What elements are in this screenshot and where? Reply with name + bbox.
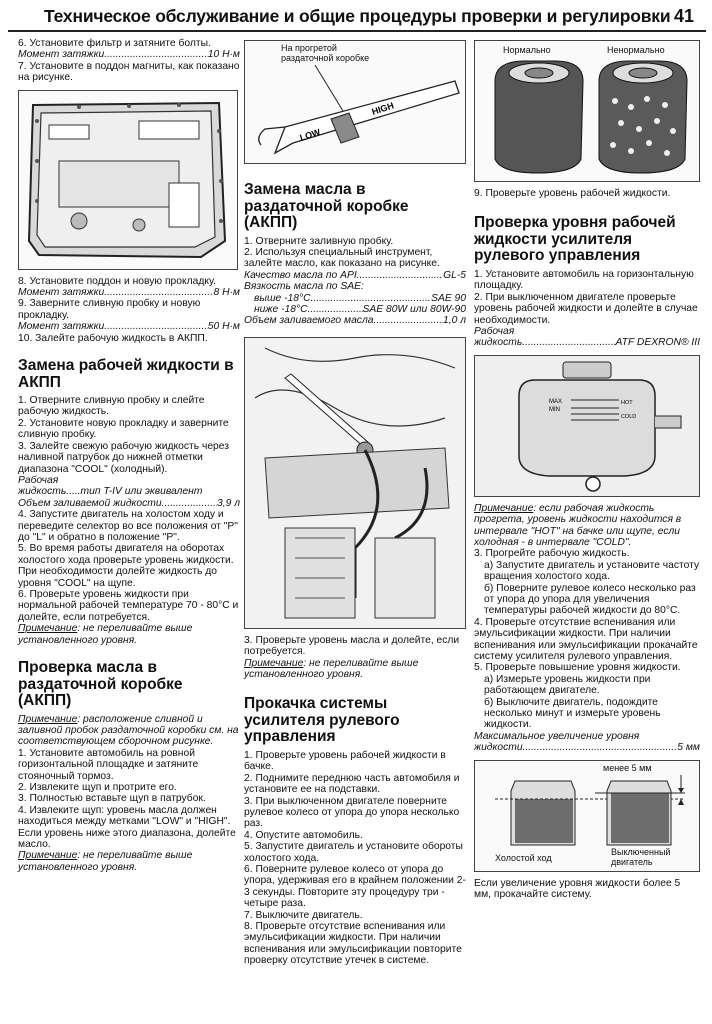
abnormal-label: Ненормально [607, 45, 665, 55]
dipstick-high-mark: HIGH [370, 100, 396, 117]
page-number: 41 [674, 6, 695, 26]
heading-ps-bleed: Прокачка системы усилителя рулевого управления [244, 695, 400, 746]
bleed-step-7: 7. Выключите двигатель. [244, 909, 363, 921]
oil-pan-figure [18, 90, 238, 270]
page-title: Техническое обслуживание и общие процедуры проверки и регулировки [44, 6, 671, 26]
atf-step-2: 2. Установите новую прокладку и заверните сливную пробку. [18, 417, 229, 441]
column-left [18, 38, 240, 873]
ps-final: Если увеличение уровня жидкости более 5 мм, прокачайте систему. [474, 877, 681, 901]
api-spec [244, 270, 466, 281]
volume-spec [18, 498, 240, 509]
torque-value: 50 Н·м [207, 321, 240, 333]
note-label: Примечание [244, 657, 304, 669]
ps-step-1: 1. Установите автомобиль на горизонтальную площадку. [474, 268, 694, 292]
header-divider [8, 30, 706, 32]
fluid-label: Рабочая [18, 474, 59, 486]
note-label: Примечание [474, 502, 534, 514]
transfer-step-3: 3. Полностью вставьте щуп в патрубок. [18, 793, 206, 805]
torque-value: 8 Н·м [213, 287, 240, 299]
vol-value: 1,0 л [443, 315, 466, 327]
tank-hot-mark: HOT [621, 399, 633, 406]
atf-note [18, 623, 240, 646]
step-10: 10. Залейте рабочую жидкость в АКПП. [18, 332, 208, 344]
ps-step-3b: б) Поверните рулевое колесо несколько раз от упора до упора для увеличения температуры рабочей жидкости до 80°C. [484, 582, 696, 617]
ps-fluid-key: жидкость [474, 337, 523, 349]
fluid-key: жидкость..... [18, 486, 81, 498]
sae-label: Вязкость масла по SAE: [244, 281, 364, 293]
max-increase-label: Максимальное увеличение уровня [474, 730, 640, 742]
note-label: Примечание [18, 850, 78, 862]
tank-min-mark: MIN [549, 406, 560, 413]
torque-spec-3 [18, 321, 240, 332]
transfer-note [18, 714, 240, 748]
bleed-step-3: 3. При выключенном двигателе поверните рулевое колесо от упора до упора несколько раз. [244, 795, 460, 830]
fluid-condition-figure [474, 40, 700, 182]
step-8: 8. Установите поддон и новую прокладку. [18, 275, 216, 287]
oil-volume-spec [244, 315, 466, 326]
replace-step-1: 1. Отверните заливную пробку. [244, 235, 394, 247]
volume-label: Объем заливаемой жидкости [18, 497, 162, 509]
ps-fluid-value: ATF DEXRON® III [615, 337, 700, 349]
bleed-step-6: 6. Поверните рулевое колесо от упора до упора, удерживая его в крайнем положении 2-3 секунды. Повторите эту процедуру три - четыре раза. [244, 863, 466, 910]
torque-spec-1 [18, 49, 240, 60]
less-than-label: менее 5 мм [603, 762, 652, 773]
sae-key: выше -18°C [254, 292, 311, 304]
heading-atf-replace: Замена рабочей жидкости в АКПП [18, 357, 234, 391]
ps-note [474, 503, 700, 549]
step-9: 9. Заверните сливную пробку и новую прокладку. [18, 298, 201, 321]
note-text: : не переливайте выше установленного уровня. [18, 623, 193, 646]
torque-value: 10 Н·м [207, 49, 240, 61]
fluid-value: тип T-IV или эквивалент [80, 486, 203, 498]
tank-max-mark: MAX [549, 398, 563, 405]
ps-fluid-spec [474, 337, 700, 348]
torque-label: Момент затяжки [18, 287, 105, 299]
replace-note [244, 658, 466, 681]
torque-label: Момент затяжки [18, 321, 105, 333]
ps-step-3: 3. Прогрейте рабочую жидкость. [474, 548, 630, 560]
atf-step-6: 6. Проверьте уровень жидкости при нормальной рабочей температуре 70 - 80°C и долейте, если потребуется. [18, 588, 239, 623]
atf-step-3: 3. Залейте свежую рабочую жидкость через наливной патрубок до нижней отметки диапазона "COOL" (холодный). [18, 440, 229, 475]
transfer-step-2: 2. Извлеките щуп и протрите его. [18, 781, 177, 793]
api-value: GL-5 [443, 269, 466, 281]
dipstick-figure [244, 40, 466, 164]
column-middle [244, 40, 466, 967]
bleed-step-2: 2. Поднимите переднюю часть автомобиля и установите ее на подставки. [244, 772, 460, 796]
transfer-step-1: 1. Установите автомобиль на ровной горизонтальной площадке и затяните стояночный тормоз. [18, 747, 199, 782]
max-increase-spec [474, 742, 700, 753]
note-label: Примечание [18, 623, 78, 635]
torque-label: Момент затяжки [18, 49, 105, 61]
idle-label: Холостой ход [495, 852, 552, 863]
sae-key: ниже -18°C [254, 303, 308, 315]
atf-step-5: 5. Во время работы двигателя на оборотах холостого хода проверьте уровень жидкости. При необходимости долейте жидкость до уровня "COOL" на щупе. [18, 543, 234, 589]
heading-ps-check: Проверка уровня рабочей жидкости усилителя рулевого управления [474, 214, 676, 265]
transfer-case-figure [244, 337, 466, 629]
note-text: : не переливайте выше установленного уровня. [244, 657, 419, 680]
bleed-step-1: 1. Проверьте уровень рабочей жидкости в бачке. [244, 749, 446, 773]
ps-step-3a: а) Запустите двигатель и установите частоту вращения холостого хода. [484, 559, 700, 583]
atf-step-4: 4. Запустите двигатель на холостом ходу и переведите селектор во все положения от "P" до "L" и обратно в положение "P". [18, 509, 238, 543]
transfer-step-4: 4. Извлеките щуп: уровень масла должен находиться между метками "LOW" и "HIGH". [18, 804, 231, 828]
note-text: : расположение сливной и заливной пробок раздаточной коробки см. на соответствующем сборочном рисунке. [18, 713, 239, 748]
max-key: жидкости [474, 742, 523, 754]
transfer-note-2 [18, 850, 240, 873]
ps-fluid-label: Рабочая [474, 325, 515, 337]
reservoir-figure [474, 355, 700, 497]
replace-step-3: 3. Проверьте уровень масла и долейте, если потребуется. [244, 634, 460, 658]
step-7: 7. Установите в поддон магниты, как показано на рисунке. [18, 60, 240, 84]
step-6: 6. Установите фильтр и затяните болты. [18, 38, 211, 49]
ps-step-5a: а) Измерьте уровень жидкости при работающем двигателе. [484, 673, 651, 697]
api-label: Качество масла по API [244, 269, 357, 281]
note-label: Примечание [18, 713, 78, 725]
heading-transfer-replace: Замена масла в раздаточной коробке (АКПП) [244, 181, 409, 231]
note-text: : если рабочая жидкость прогрета, уровень жидкости находится в интервале "HOT" на бачке или щупе, если холодная - в интервале "COLD". [474, 502, 682, 548]
heading-transfer-check: Проверка масла в раздаточной коробке (АКПП) [18, 659, 183, 709]
sae-value: SAE 80W или 80W-90 [362, 303, 466, 315]
step-9-fluid: 9. Проверьте уровень рабочей жидкости. [474, 188, 671, 199]
note-text: : не переливайте выше установленного уровня. [18, 850, 193, 873]
bleed-step-8: 8. Проверьте отсутствие вспенивания или эмульсификации жидкости. При наличии вспенивания или эмульсификации повторите проверку отсутствие утечек в системе. [244, 920, 462, 967]
dipstick-figure-label: На прогретой раздаточной коробке [281, 43, 370, 63]
ps-step-4: 4. Проверьте отсутствие вспенивания или эмульсификации жидкости. При наличии вспенивания или эмульсификации прокачайте систему усилителя рулевого управления. [474, 616, 698, 663]
column-right [474, 40, 700, 901]
bleed-step-5: 5. Запустите двигатель и установите обороты холостого хода. [244, 841, 463, 864]
sae-spec-1 [244, 293, 466, 304]
sae-value: SAE 90 [431, 292, 466, 304]
max-value: 5 мм [677, 742, 700, 754]
level-increase-figure [474, 760, 700, 872]
fluid-spec [18, 486, 240, 497]
sae-spec-2 [244, 304, 466, 315]
transfer-step-5: Если уровень ниже этого диапазона, долейте масло. [18, 827, 236, 850]
ps-step-5: 5. Проверьте повышение уровня жидкости. [474, 662, 681, 674]
volume-value: 3,9 л [217, 497, 240, 509]
engine-off-label: Выключенный двигатель [611, 846, 671, 867]
atf-step-1: 1. Отверните сливную пробку и слейте рабочую жидкость. [18, 395, 205, 418]
tank-cold-mark: COLD [621, 413, 637, 420]
bleed-step-4: 4. Опустите автомобиль. [244, 829, 363, 841]
dipstick-low-mark: LOW [298, 126, 322, 143]
replace-step-2: 2. Используя специальный инструмент, залейте масло, как показано на рисунке. [244, 246, 440, 270]
ps-step-5b: б) Выключите двигатель, подождите несколько минут и измерьте уровень жидкости. [484, 696, 661, 731]
torque-spec-2 [18, 287, 240, 298]
ps-step-2: 2. При выключенном двигателе проверьте уровень рабочей жидкости и долейте в случае необходимости. [474, 291, 698, 326]
normal-label: Нормально [503, 45, 551, 55]
vol-label: Объем заливаемого масла [244, 315, 374, 327]
